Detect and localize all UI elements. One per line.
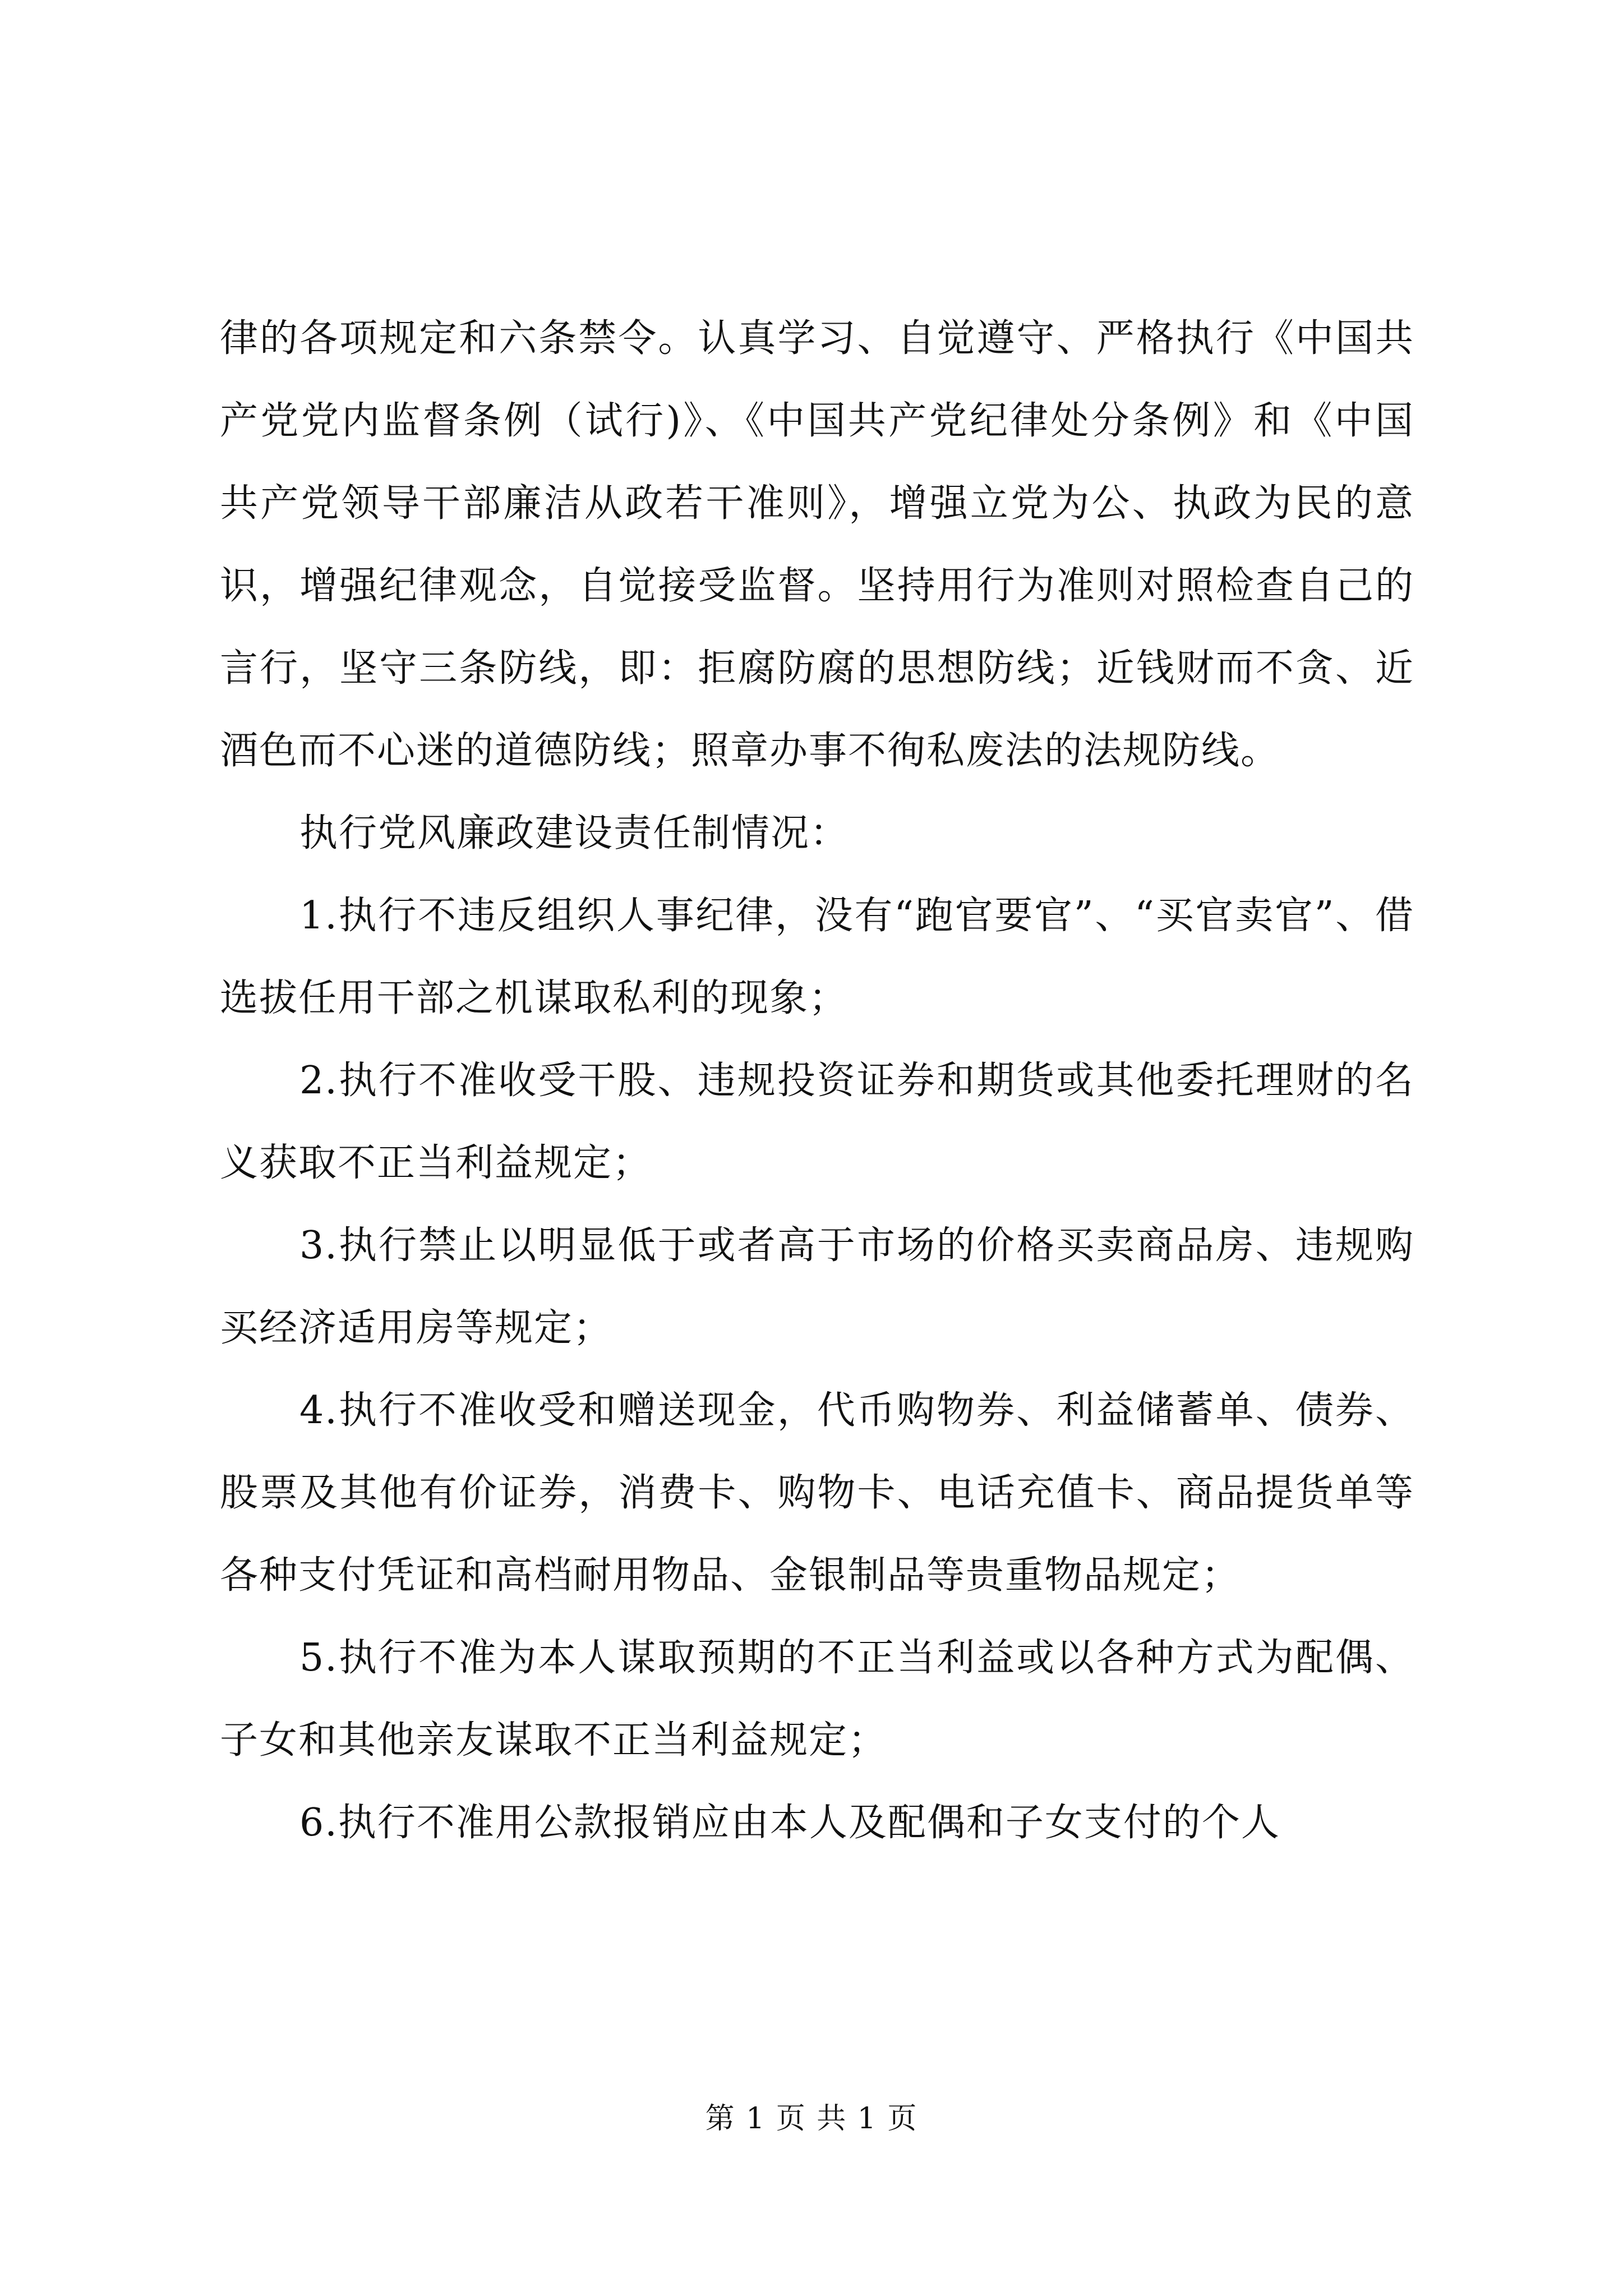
paragraph-item-3: 3.执行禁止以明显低于或者高于市场的价格买卖商品房、违规购买经济适用房等规定； [220, 1223, 1414, 1350]
paragraph-item-5: 5.执行不准为本人谋取预期的不正当利益或以各种方式为配偶、子女和其他亲友谋取不正当利益规定； [220, 1636, 1414, 1763]
paragraph-continuation: 律的各项规定和六条禁令。认真学习、自觉遵守、严格执行《中国共产党党内监督条例（试行)》、《中国共产党纪律处分条例》和《中国共产党领导干部廉洁从政若干准则》，增强立党为公、执政为民的意识，增强纪律观念，自觉接受监督。坚持用行为准则对照检查自己的言行，坚守三条防线，即：拒腐防腐的思想防线；近钱财而不贪、近酒色而不心迷的道德防线；照章办事不徇私废法的法规防线。 [220, 316, 1414, 773]
page-footer: 第 1 页 共 1 页 [705, 2102, 918, 2136]
paragraph-item-4: 4.执行不准收受和赠送现金，代币购物券、利益储蓄单、债券、股票及其他有价证券，消费卡、购物卡、电话充值卡、商品提货单等各种支付凭证和高档耐用物品、金银制品等贵重物品规定； [220, 1388, 1414, 1598]
paragraph-item-6: 6.执行不准用公款报销应由本人及配偶和子女支付的个人 [299, 1801, 1280, 1845]
document-body [220, 297, 1414, 1864]
paragraph-item-2: 2.执行不准收受干股、违规投资证券和期货或其他委托理财的名义获取不正当利益规定； [220, 1059, 1414, 1185]
paragraph-item-1: 1.执行不违反组织人事纪律，没有“跑官要官”、“买官卖官”、借选拔任用干部之机谋取私利的现象； [220, 894, 1414, 1020]
paragraph-section-heading: 执行党风廉政建设责任制情况： [299, 811, 850, 855]
